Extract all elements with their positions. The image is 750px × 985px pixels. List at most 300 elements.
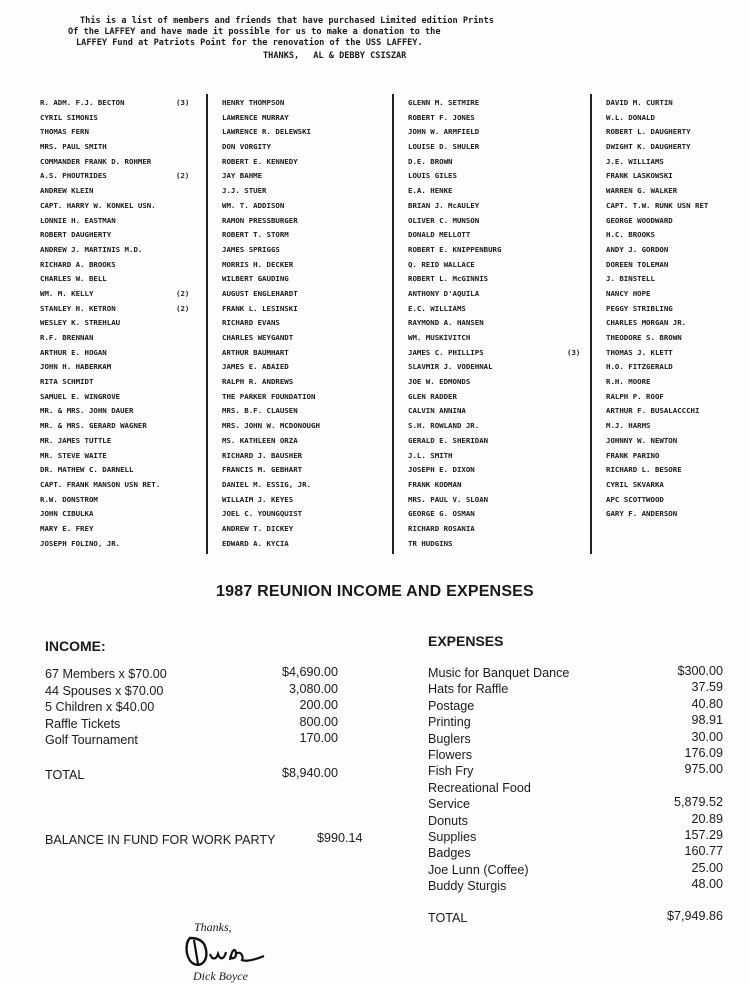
- member-name-row: [606, 140, 708, 155]
- member-name: WILLAIM J. KEYES: [222, 494, 294, 504]
- expense-item-amount: 40.80: [691, 696, 723, 711]
- member-name-row: [606, 463, 708, 478]
- member-name: DWIGHT K. DAUGHERTY: [606, 142, 691, 152]
- member-name-row: [222, 434, 320, 449]
- member-name: RALPH P. ROOF: [606, 391, 664, 401]
- member-name: FRANK LASKOWSKI: [606, 171, 673, 181]
- member-name: LOUIS GILES: [408, 171, 457, 181]
- member-name: CHARLES W. BELL: [40, 274, 107, 284]
- member-name: R. ADM. F.J. BECTON: [40, 98, 125, 107]
- member-name-row: [606, 419, 708, 434]
- member-name: APC SCOTTWOOD: [606, 494, 664, 504]
- print-count: (3): [567, 347, 581, 357]
- member-name: ROBERT L. DAUGHERTY: [606, 127, 691, 137]
- expense-item-amount: 157.29: [684, 828, 723, 842]
- member-name-row: [222, 360, 320, 375]
- intro-note: [68, 16, 600, 62]
- member-name: E.A. HENKE: [408, 186, 453, 196]
- member-name: R.H. MOORE: [606, 377, 651, 387]
- member-name-row: [408, 375, 501, 390]
- closing-name: Dick Boyce: [193, 969, 248, 983]
- expenses-total-label: TOTAL: [428, 911, 468, 925]
- member-name: OLIVER C. MUNSON: [408, 215, 480, 225]
- member-name: MRS. B.F. CLAUSEN: [222, 406, 298, 416]
- member-name: GEORGE G. OSMAN: [408, 509, 475, 519]
- member-name-row: [222, 155, 320, 170]
- member-name-row: [40, 228, 160, 243]
- member-name-row: [222, 419, 320, 434]
- member-name: MS. KATHLEEN ORZA: [222, 435, 298, 445]
- member-name-row: [606, 228, 708, 243]
- income-item-amount: 800.00: [299, 714, 338, 729]
- member-name-row: [222, 228, 320, 243]
- member-name: ROBERT L. McGINNIS: [408, 274, 489, 284]
- member-name-row: [222, 537, 320, 552]
- member-name-row: [408, 419, 501, 434]
- member-name-row: [222, 404, 320, 419]
- member-name: E.C. WILLIAMS: [408, 303, 466, 313]
- member-name: MARY E. FREY: [40, 523, 94, 533]
- member-name-row: [606, 434, 708, 449]
- member-name: CALVIN ANNINA: [408, 406, 466, 416]
- member-name-row: [606, 390, 708, 405]
- member-name-row: [408, 404, 501, 419]
- expense-item-amount: $300.00: [677, 664, 723, 678]
- expense-item-amount: 5,879.52: [673, 795, 723, 810]
- member-name: RICHARD J. BAUSHER: [222, 450, 303, 460]
- intro-from: AL & DEBBY CSISZAR: [313, 51, 407, 61]
- member-name: ARTHUR E. HOGAN: [40, 347, 107, 357]
- member-name: MRS. PAUL SMITH: [40, 142, 107, 152]
- member-name: FRANCIS M. GEBHART: [222, 465, 303, 475]
- member-name-row: [606, 96, 708, 111]
- member-name: ANDREW T. DICKEY: [222, 523, 294, 533]
- member-name: DANIEL M. ESSIG, JR.: [222, 479, 311, 489]
- member-name: TR HUDGINS: [408, 538, 453, 548]
- member-name-row: [40, 375, 160, 390]
- member-name: H.O. FITZGERALD: [606, 362, 673, 372]
- report-title: 1987 REUNION INCOME AND EXPENSES: [216, 583, 534, 600]
- member-name-row: [222, 125, 320, 140]
- expense-item-label: Buddy Sturgis: [428, 879, 507, 894]
- member-name-row: [40, 478, 160, 493]
- member-name-row: [222, 140, 320, 155]
- member-name: Q. REID WALLACE: [408, 259, 475, 269]
- member-name: ROBERT E. KNIPPENBURG: [408, 244, 502, 254]
- member-name: COMMANDER FRANK D. ROHMER: [40, 156, 152, 166]
- member-name: ROBERT F. JONES: [408, 112, 475, 122]
- member-name: DON VORGITY: [222, 142, 271, 152]
- member-name-row: [222, 390, 320, 405]
- member-name: MORRIS H. DECKER: [222, 259, 294, 269]
- member-name: D.E. BROWN: [408, 156, 453, 166]
- member-name: GLEN RADDER: [408, 391, 457, 401]
- member-name: DOREEN TOLEMAN: [606, 259, 669, 269]
- member-name: R.W. DONSTROM: [40, 494, 98, 504]
- expense-item-label: Printing: [428, 715, 471, 730]
- member-name-row: [222, 287, 320, 302]
- member-name-row: [606, 169, 708, 184]
- member-name: ROBERT E. KENNEDY: [222, 156, 298, 166]
- member-name-row: [40, 155, 160, 170]
- member-name-row: [408, 493, 501, 508]
- member-name-row: [222, 346, 320, 361]
- member-name: BRIAN J. McAULEY: [408, 200, 480, 210]
- member-name-row: [222, 375, 320, 390]
- member-name-row: [40, 272, 160, 287]
- member-name-row: [408, 169, 501, 184]
- member-name-row: [408, 507, 501, 522]
- member-name-row: [222, 214, 320, 229]
- member-name-row: [40, 493, 160, 508]
- member-name: LOUISE D. SHULER: [408, 142, 480, 152]
- column-divider: [206, 94, 208, 554]
- intro-thanks: THANKS,: [263, 51, 300, 61]
- member-name-row: [408, 214, 501, 229]
- member-name-row: [40, 522, 160, 537]
- member-name-row: [222, 184, 320, 199]
- member-name: CAPT. HARRY W. KONKEL USN.: [40, 200, 156, 210]
- member-name-row: [40, 331, 160, 346]
- expense-item-amount: 98.91: [691, 713, 723, 728]
- expense-item-amount: 48.00: [691, 877, 723, 892]
- member-name: RICHARD ROSANIA: [408, 523, 475, 533]
- expense-item-label: Supplies: [428, 830, 477, 844]
- member-name-row: [408, 140, 501, 155]
- member-name: RITA SCHMIDT: [40, 377, 94, 387]
- member-name: ANDREW KLEIN: [40, 186, 94, 196]
- income-heading: INCOME:: [45, 638, 106, 654]
- member-name-row: [408, 258, 501, 273]
- member-name: THOMAS FERN: [40, 127, 89, 137]
- member-name-row: [222, 258, 320, 273]
- member-name-row: [408, 272, 501, 287]
- income-item-label: Raffle Tickets: [45, 716, 121, 731]
- member-name-row: [408, 155, 501, 170]
- member-name: JAMES E. ABAIED: [222, 362, 289, 372]
- member-name: JAY BAHME: [222, 171, 263, 181]
- member-name: RICHARD L. BESORE: [606, 465, 682, 475]
- member-name-row: [222, 522, 320, 537]
- member-name-row: [222, 331, 320, 346]
- member-name-row: [40, 419, 160, 434]
- member-name-row: [408, 522, 501, 537]
- member-name-row: [40, 169, 190, 184]
- member-name: RICHARD A. BROOKS: [40, 259, 116, 269]
- member-name-row: [606, 287, 708, 302]
- member-name: J. BINSTELL: [606, 274, 655, 284]
- member-name: HENRY THOMPSON: [222, 98, 285, 107]
- member-name-row: [40, 537, 160, 552]
- expense-item-amount: 975.00: [684, 762, 723, 777]
- member-column-3: [408, 96, 581, 551]
- income-total-amount: $8,940.00: [281, 766, 338, 780]
- member-name-row: [606, 449, 708, 464]
- expense-item-label: Hats for Raffle: [428, 682, 509, 697]
- member-name-row: [40, 463, 160, 478]
- member-name-row: [408, 346, 581, 361]
- member-name: SAMUEL E. WINGROVE: [40, 391, 121, 401]
- expense-item-label: Music for Banquet Dance: [428, 666, 570, 680]
- expense-item-label: Fish Fry: [428, 764, 474, 779]
- member-name: ANDREW J. MARTINIS M.D.: [40, 244, 143, 254]
- member-name-row: [606, 404, 708, 419]
- member-name: JAMES SPRIGGS: [222, 244, 280, 254]
- member-name: M.J. HARMS: [606, 421, 651, 431]
- member-name: WM. MUSKIVITCH: [408, 333, 471, 342]
- member-name-row: [40, 125, 160, 140]
- member-name-row: [408, 243, 501, 258]
- expense-item-amount: 37.59: [691, 680, 723, 695]
- member-name-row: [40, 346, 160, 361]
- member-name-row: [606, 302, 708, 317]
- member-name: MRS. PAUL V. SLOAN: [408, 494, 489, 504]
- member-name: THEODORE S. BROWN: [606, 333, 682, 342]
- member-name-row: [408, 331, 501, 346]
- income-item-label: 67 Members x $70.00: [45, 667, 167, 681]
- member-name: CAPT. FRANK MANSON USN RET.: [40, 479, 161, 489]
- column-divider: [590, 94, 592, 554]
- print-count: (2): [176, 303, 190, 313]
- expense-item-label: Service: [428, 797, 470, 812]
- closing-thanks: Thanks,: [194, 920, 232, 934]
- member-name: ROBERT DAUGHERTY: [40, 230, 112, 240]
- member-name-row: [40, 316, 160, 331]
- member-name-row: [606, 199, 708, 214]
- member-name-row: [222, 302, 320, 317]
- member-name: GEORGE WOODWARD: [606, 215, 673, 225]
- member-name: WESLEY K. STREHLAU: [40, 318, 121, 328]
- income-item-label: Golf Tournament: [45, 733, 138, 747]
- expense-item-label: Recreational Food: [428, 780, 531, 795]
- member-name-row: [40, 404, 160, 419]
- member-name: LONNIE H. EASTMAN: [40, 215, 116, 225]
- member-name-row: [606, 375, 708, 390]
- member-name-row: [408, 463, 501, 478]
- column-divider: [392, 94, 394, 554]
- member-name-row: [408, 360, 501, 375]
- balance-label: BALANCE IN FUND FOR WORK PARTY: [45, 833, 276, 847]
- member-name: SLAVMIR J. VODEHNAL: [408, 362, 493, 372]
- member-name: JOHNNY W. NEWTON: [606, 435, 678, 445]
- member-name: FRANK KODMAN: [408, 479, 462, 489]
- member-column-4: [606, 96, 708, 522]
- member-column-1: [40, 96, 190, 551]
- income-item-label: 44 Spouses x $70.00: [45, 683, 164, 698]
- member-name: JOHN W. ARMFIELD: [408, 127, 480, 137]
- member-name: W.L. DONALD: [606, 112, 655, 122]
- income-item-label: 5 Children x $40.00: [45, 700, 155, 714]
- member-name: ANDY J. GORDON: [606, 244, 669, 254]
- member-name: GERALD E. SHERIDAN: [408, 435, 489, 445]
- income-total-label: TOTAL: [45, 768, 85, 782]
- member-name: ROBERT T. STORM: [222, 230, 289, 240]
- member-name: WM. M. KELLY: [40, 288, 94, 298]
- member-name-row: [222, 169, 320, 184]
- expense-item-amount: 30.00: [691, 729, 723, 744]
- member-name-row: [606, 507, 708, 522]
- member-name: CHARLES WEYGANDT: [222, 333, 294, 342]
- member-name: PEGGY STRIBLING: [606, 303, 673, 313]
- balance-amount: $990.14: [317, 831, 363, 845]
- member-name-row: [222, 111, 320, 126]
- member-name-row: [408, 125, 501, 140]
- member-name-row: [40, 390, 160, 405]
- member-name-row: [40, 140, 160, 155]
- expense-item-amount: 176.09: [684, 746, 723, 760]
- member-name: J.L. SMITH: [408, 450, 453, 460]
- member-name: MR. JAMES TUTTLE: [40, 435, 112, 445]
- member-name-row: [40, 507, 160, 522]
- member-name: ARTHUR F. BUSALACCCHI: [606, 406, 700, 416]
- member-name-row: [40, 258, 160, 273]
- print-count: (2): [176, 288, 190, 298]
- intro-signoff: [263, 51, 600, 62]
- member-name: RAYMOND A. HANSEN: [408, 318, 484, 328]
- print-count: (2): [176, 171, 190, 181]
- member-name: WILBERT GAUDING: [222, 274, 289, 284]
- member-name-row: [606, 155, 708, 170]
- member-name-row: [40, 243, 160, 258]
- member-name-row: [606, 125, 708, 140]
- member-name-row: [408, 96, 501, 111]
- member-name-row: [408, 302, 501, 317]
- member-name-row: [40, 302, 190, 317]
- member-name: J.J. STUER: [222, 186, 267, 196]
- intro-line: Of the LAFFEY and have made it possible for us to make a donation to the: [68, 27, 441, 37]
- member-name-row: [408, 184, 501, 199]
- member-name-row: [606, 360, 708, 375]
- member-name: LAWRENCE R. DELEWSKI: [222, 127, 311, 137]
- member-name: MR. & MRS. GERARD WAGNER: [40, 421, 147, 431]
- member-name-row: [606, 493, 708, 508]
- member-name-row: [40, 96, 190, 111]
- member-name-row: [40, 434, 160, 449]
- member-name-row: [606, 184, 708, 199]
- member-name-row: [40, 199, 160, 214]
- expense-item-label: Flowers: [428, 748, 473, 762]
- member-name-row: [222, 463, 320, 478]
- expense-item-label: Buglers: [428, 731, 471, 746]
- member-name-row: [40, 287, 190, 302]
- member-name: DAVID M. CURTIN: [606, 98, 673, 107]
- member-name-row: [222, 243, 320, 258]
- member-name: FRANK L. LESINSKI: [222, 303, 298, 313]
- member-name-row: [606, 243, 708, 258]
- member-name: WARREN G. WALKER: [606, 186, 678, 196]
- member-name-row: [408, 434, 501, 449]
- member-name-row: [222, 507, 320, 522]
- member-name-row: [222, 493, 320, 508]
- member-name-row: [606, 331, 708, 346]
- income-item-amount: 3,080.00: [288, 681, 338, 696]
- member-name: DONALD MELLOTT: [408, 230, 471, 240]
- expense-item-label: Badges: [428, 846, 471, 861]
- member-column-2: [222, 96, 320, 551]
- member-name: A.S. PHOUTRIDES: [40, 171, 107, 181]
- member-name-row: [408, 449, 501, 464]
- member-name-row: [408, 390, 501, 405]
- member-name-row: [606, 258, 708, 273]
- member-name-row: [222, 96, 320, 111]
- signature-image: [180, 930, 280, 970]
- member-name: MRS. JOHN W. MCDONOUGH: [222, 421, 320, 431]
- member-name: J.E. WILLIAMS: [606, 156, 664, 166]
- member-name: JOHN CIBULKA: [40, 509, 94, 519]
- member-name-row: [606, 272, 708, 287]
- member-name-row: [222, 478, 320, 493]
- member-name-row: [606, 316, 708, 331]
- member-name: LAWRENCE MURRAY: [222, 112, 289, 122]
- expenses-heading: EXPENSES: [428, 633, 504, 649]
- member-name-row: [222, 316, 320, 331]
- member-name: JOSEPH E. DIXON: [408, 465, 475, 475]
- member-name-row: [408, 537, 501, 552]
- member-name: STANLEY H. KETRON: [40, 303, 116, 313]
- member-name: RALPH R. ANDREWS: [222, 377, 294, 387]
- member-name-row: [40, 184, 160, 199]
- expense-item-amount: 20.89: [691, 811, 723, 826]
- member-name: H.C. BROOKS: [606, 230, 655, 240]
- member-name: RAMON PRESSBURGER: [222, 215, 298, 225]
- member-name: THOMAS J. KLETT: [606, 347, 673, 357]
- expense-item-amount: 160.77: [684, 844, 723, 859]
- member-name: EDWARD A. KYCIA: [222, 538, 289, 548]
- member-name-row: [222, 272, 320, 287]
- member-name: JOEL C. YOUNGQUIST: [222, 509, 303, 519]
- income-item-amount: $4,690.00: [281, 665, 338, 679]
- member-name-row: [408, 478, 501, 493]
- member-name-row: [408, 287, 501, 302]
- member-name: ANTHONY D'AQUILA: [408, 288, 480, 298]
- member-name-row: [606, 111, 708, 126]
- member-name-row: [606, 346, 708, 361]
- member-name-row: [40, 449, 160, 464]
- member-name-row: [222, 449, 320, 464]
- member-name: THE PARKER FOUNDATION: [222, 391, 316, 401]
- expenses-total-amount: $7,949.86: [666, 909, 723, 923]
- member-name: WM. T. ADDISON: [222, 200, 285, 210]
- member-name-row: [606, 214, 708, 229]
- member-name: JOE W. EDMONDS: [408, 377, 471, 387]
- expense-item-label: Donuts: [428, 813, 468, 828]
- member-name: JOSEPH FOLINO, JR.: [40, 538, 121, 548]
- member-name: RICHARD EVANS: [222, 318, 280, 328]
- member-name: DR. MATHEW C. DARNELL: [40, 465, 134, 475]
- member-name-row: [222, 199, 320, 214]
- member-name-row: [408, 316, 501, 331]
- member-name: JOHN H. HABERKAM: [40, 362, 112, 372]
- member-name: JAMES C. PHILLIPS: [408, 347, 484, 357]
- expense-item-amount: 25.00: [691, 860, 723, 875]
- intro-line: This is a list of members and friends that have purchased Limited edition Prints: [80, 16, 494, 26]
- expense-item-label: Postage: [428, 698, 475, 713]
- member-name: MR. & MRS. JOHN DAUER: [40, 406, 134, 416]
- member-name-row: [408, 228, 501, 243]
- intro-line: LAFFEY Fund at Patriots Point for the renovation of the USS LAFFEY.: [76, 38, 423, 48]
- income-item-amount: 200.00: [299, 698, 338, 712]
- member-name-row: [408, 111, 501, 126]
- member-name: CYRIL SKVARKA: [606, 479, 664, 489]
- member-name-row: [40, 360, 160, 375]
- member-name: NANCY HOPE: [606, 288, 651, 298]
- member-name: GLENN M. SETMIRE: [408, 98, 480, 107]
- member-name-row: [40, 214, 160, 229]
- member-name: S.H. ROWLAND JR.: [408, 421, 480, 431]
- income-item-amount: 170.00: [299, 731, 338, 745]
- print-count: (3): [176, 98, 190, 107]
- member-name-row: [408, 199, 501, 214]
